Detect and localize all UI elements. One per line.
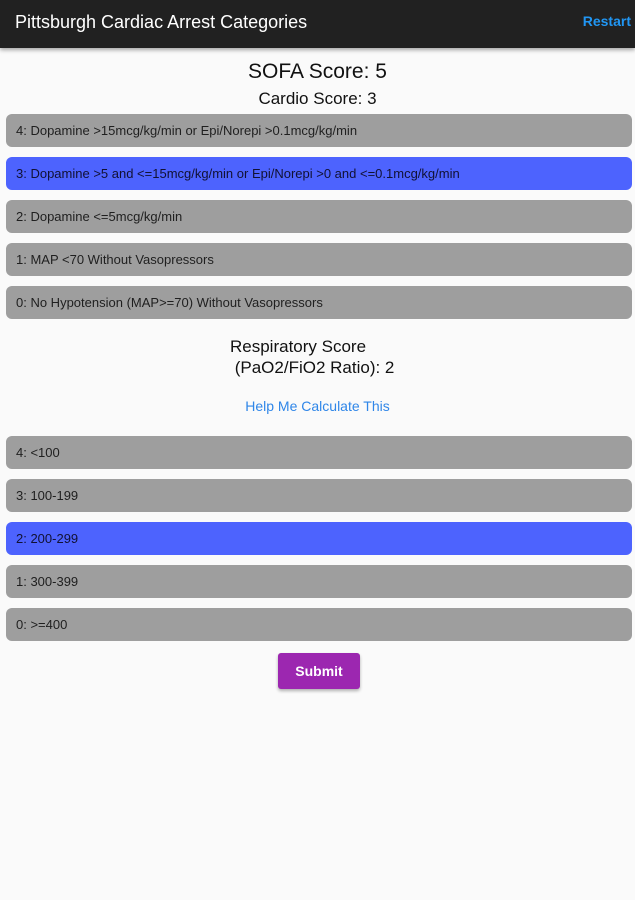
respiratory-option-4[interactable]: 4: <100 — [6, 436, 632, 469]
restart-button[interactable]: Restart — [582, 13, 631, 29]
submit-button[interactable]: Submit — [278, 653, 360, 689]
help-calculate-link[interactable]: Help Me Calculate This — [245, 398, 390, 414]
cardio-option-3[interactable]: 3: Dopamine >5 and <=15mcg/kg/min or Epi/Norepi >0 and <=0.1mcg/kg/min — [6, 157, 632, 190]
app-title: Pittsburgh Cardiac Arrest Categories — [15, 12, 308, 32]
cardio-option-0[interactable]: 0: No Hypotension (MAP>=70) Without Vasopressors — [6, 286, 632, 319]
respiratory-score-label: Respiratory Score (PaO2/FiO2 Ratio): 2 — [230, 337, 395, 377]
cardio-option-4[interactable]: 4: Dopamine >15mcg/kg/min or Epi/Norepi >0.1mcg/kg/min — [6, 114, 632, 147]
respiratory-option-2[interactable]: 2: 200-299 — [6, 522, 632, 555]
respiratory-option-3[interactable]: 3: 100-199 — [6, 479, 632, 512]
cardio-option-1[interactable]: 1: MAP <70 Without Vasopressors — [6, 243, 632, 276]
calculator-content — [0, 48, 635, 900]
cardio-option-2[interactable]: 2: Dopamine <=5mcg/kg/min — [6, 200, 632, 233]
respiratory-option-0[interactable]: 0: >=400 — [6, 608, 632, 641]
app-bar — [0, 0, 635, 48]
respiratory-option-1[interactable]: 1: 300-399 — [6, 565, 632, 598]
cardio-score-label: Cardio Score: 3 — [258, 89, 377, 108]
sofa-score-heading: SOFA Score: 5 — [248, 60, 387, 83]
